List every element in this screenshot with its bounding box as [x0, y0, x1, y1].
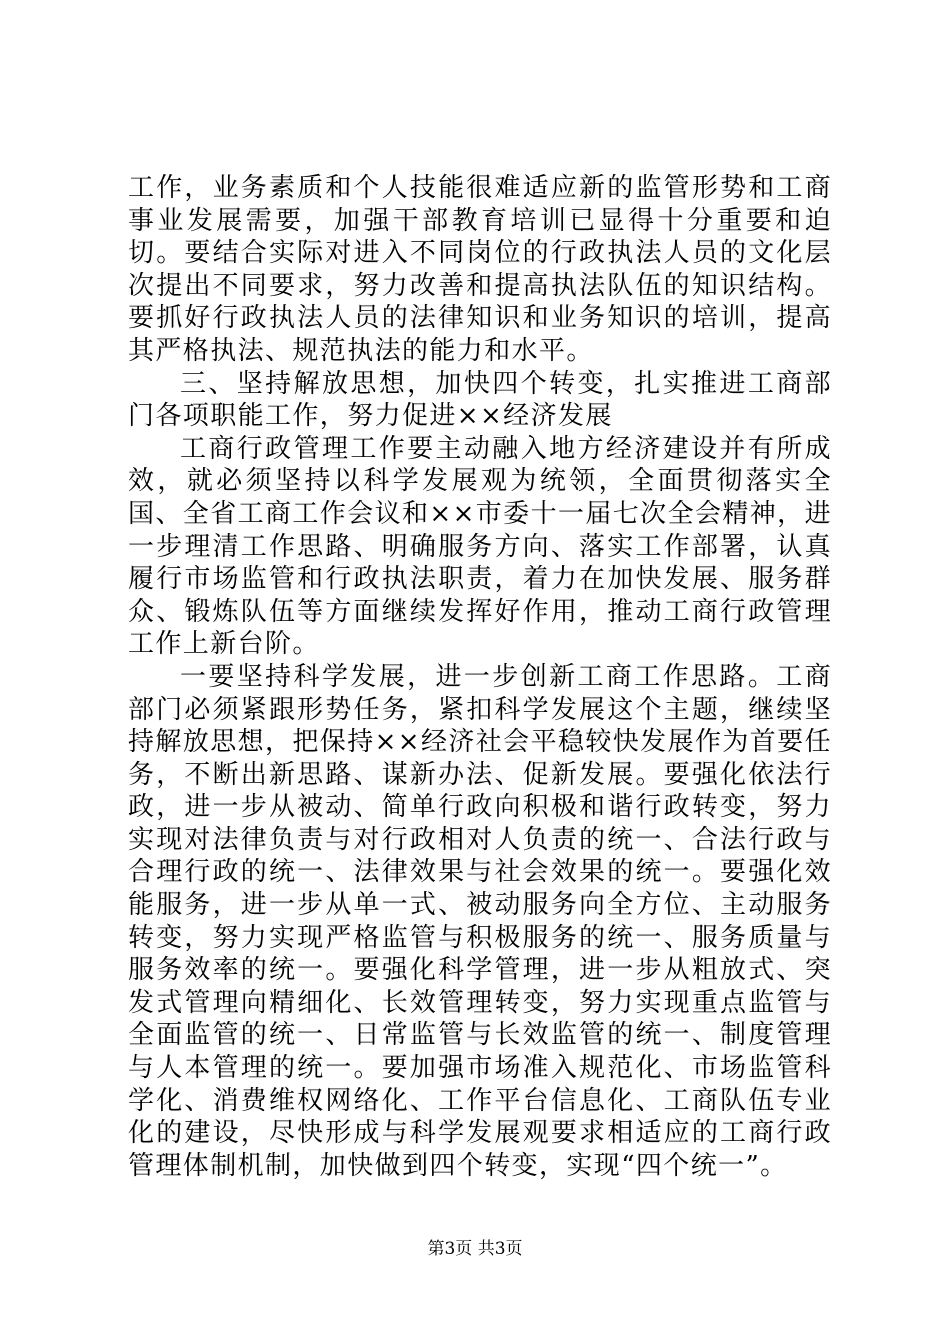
paragraph-intro: 工商行政管理工作要主动融入地方经济建设并有所成效，就必须坚持以科学发展观为统领，全面贯彻落实全国、全省工商工作会议和××市委十一届七次全会精神，进一步理清工作思路、明确服务方向、落实工作部署，认真履行市场监管和行政执法职责，着力在加快发展、服务群众、锻炼队伍等方面继续发挥好作用，推动工商行政管理工作上新台阶。: [128, 433, 832, 660]
section-heading: 三、坚持解放思想，加快四个转变，扎实推进工商部门各项职能工作，努力促进××经济发展: [128, 368, 832, 432]
document-body: [128, 172, 832, 1182]
page-footer: [0, 1238, 950, 1260]
page-number: 第3页 共3页: [427, 1239, 523, 1259]
paragraph-point-one: 一要坚持科学发展，进一步创新工商工作思路。工商部门必须紧跟形势任务，紧扣科学发展这个主题，继续坚持解放思想，把保持××经济社会平稳较快发展作为首要任务，不断出新思路、谋新办法、促新发展。要强化依法行政，进一步从被动、简单行政向积极和谐行政转变，努力实现对法律负责与对行政相对人负责的统一、合法行政与合理行政的统一、法律效果与社会效果的统一。要强化效能服务，进一步从单一式、被动服务向全方位、主动服务转变，努力实现严格监管与积极服务的统一、服务质量与服务效率的统一。要强化科学管理，进一步从粗放式、突发式管理向精细化、长效管理转变，努力实现重点监管与全面监管的统一、日常监管与长效监管的统一、制度管理与人本管理的统一。要加强市场准入规范化、市场监管科学化、消费维权网络化、工作平台信息化、工商队伍专业化的建设，尽快形成与科学发展观要求相适应的工商行政管理体制机制，加快做到四个转变，实现“四个统一”。: [128, 661, 832, 1181]
paragraph-continuation: 工作，业务素质和个人技能很难适应新的监管形势和工商事业发展需要，加强干部教育培训已显得十分重要和迫切。要结合实际对进入不同岗位的行政执法人员的文化层次提出不同要求，努力改善和提高执法队伍的知识结构。要抓好行政执法人员的法律知识和业务知识的培训，提高其严格执法、规范执法的能力和水平。: [128, 173, 832, 366]
